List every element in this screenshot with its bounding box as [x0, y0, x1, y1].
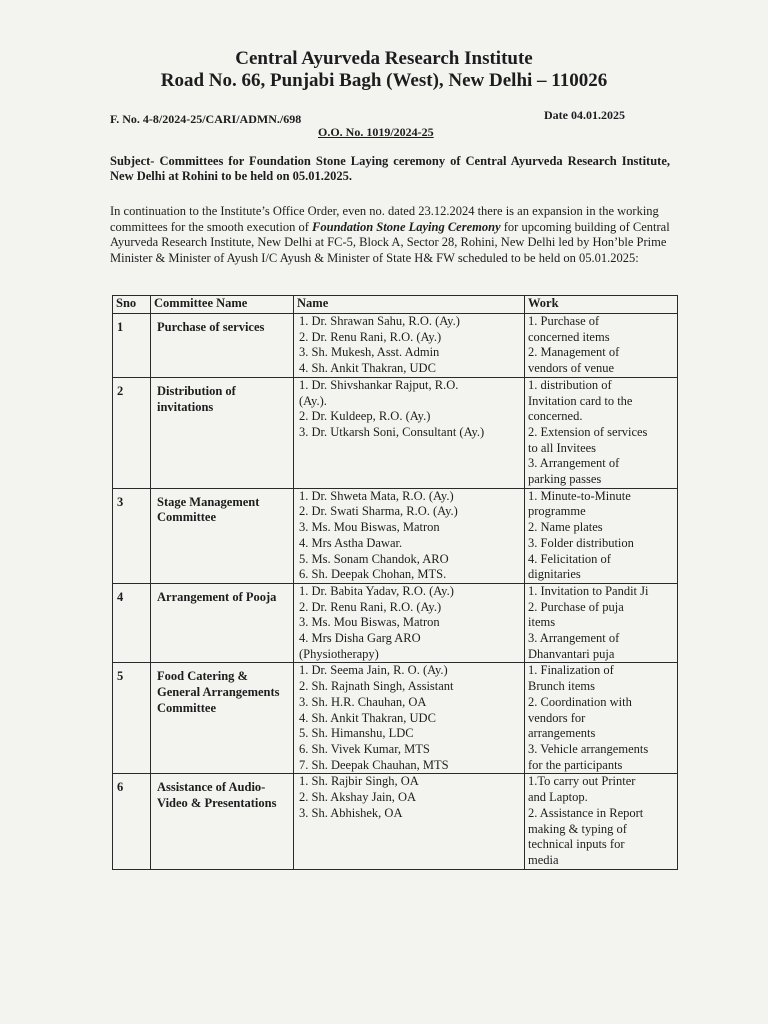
letterhead: [0, 48, 768, 92]
work-item: making & typing of: [528, 821, 627, 836]
member-name: 4. Mrs Astha Dawar.: [299, 535, 403, 550]
work-item: arrangements: [528, 726, 596, 741]
member-name: 1. Dr. Shweta Mata, R.O. (Ay.): [299, 488, 454, 503]
member-name: 3. Ms. Mou Biswas, Matron: [299, 520, 440, 535]
member-name: 3. Sh. Abhishek, OA: [299, 805, 403, 820]
member-name: 3. Dr. Utkarsh Soni, Consultant (Ay.): [299, 424, 485, 439]
table-row: [113, 314, 678, 378]
work-item: 4. Felicitation of: [528, 551, 611, 566]
work-item: concerned.: [528, 409, 583, 424]
work-item: vendors for: [528, 710, 586, 725]
work-item: vendors of venue: [528, 361, 615, 376]
row-work-cell: [525, 583, 678, 663]
row-work-cell: [525, 314, 678, 378]
table-body: [113, 314, 678, 870]
header-name: Name: [294, 296, 525, 314]
member-name: (Ay.).: [299, 393, 327, 408]
row-sno: 2: [117, 383, 124, 398]
work-item: 3. Arrangement of: [528, 456, 620, 471]
work-item: 1.To carry out Printer: [528, 774, 636, 789]
committee-name: Arrangement of Pooja: [157, 589, 277, 604]
file-number: F. No. 4-8/2024-25/CARI/ADMN./698: [110, 112, 302, 126]
row-sno-cell: [113, 488, 151, 583]
member-name: 6. Sh. Deepak Chohan, MTS.: [299, 567, 447, 582]
work-item: for the participants: [528, 757, 623, 772]
row-names-cell: [294, 314, 525, 378]
row-sno-cell: [113, 377, 151, 488]
work-item: 3. Folder distribution: [528, 535, 634, 550]
intro-text-2: for upcoming building of Central Ayurveda Research Institute, New Delhi at FC-5, Block A, Sector 28, Rohini, New Delhi led by Hon’ble Prime Minister & Minister of Ayush I/C Ayush & Minister of State H& FW scheduled to be held on 05.01.2025:: [110, 219, 670, 265]
row-work-cell: [525, 774, 678, 869]
member-name: 6. Sh. Vivek Kumar, MTS: [299, 741, 430, 756]
header-sno: Sno: [113, 296, 151, 314]
member-name: 5. Ms. Sonam Chandok, ARO: [299, 551, 449, 566]
row-sno-cell: [113, 314, 151, 378]
member-name: 2. Sh. Akshay Jain, OA: [299, 790, 417, 805]
row-sno: 1: [117, 320, 124, 334]
work-item: 2. Extension of services: [528, 424, 648, 439]
institute-name: Central Ayurveda Research Institute: [235, 48, 533, 69]
work-item: 3. Arrangement of: [528, 631, 620, 646]
work-item: Dhanvantari puja: [528, 646, 615, 661]
row-names-cell: [294, 774, 525, 869]
member-name: 3. Ms. Mou Biswas, Matron: [299, 615, 440, 630]
table-row: [113, 488, 678, 583]
work-item: items: [528, 615, 556, 630]
work-item: 1. distribution of: [528, 377, 612, 392]
intro-emphasis: Foundation Stone Laying Ceremony: [312, 219, 501, 234]
row-sno-cell: [113, 663, 151, 774]
row-work-cell: [525, 377, 678, 488]
office-order-number: O.O. No. 1019/2024-25: [318, 125, 434, 139]
row-committee-cell: [151, 774, 294, 869]
work-item: and Laptop.: [528, 790, 588, 805]
member-name: 3. Sh. Mukesh, Asst. Admin: [299, 345, 440, 360]
work-item: concerned items: [528, 329, 610, 344]
member-name: 2. Dr. Renu Rani, R.O. (Ay.): [299, 599, 442, 614]
member-name: (Physiotherapy): [299, 646, 379, 661]
table-row: [113, 663, 678, 774]
work-item: 1. Invitation to Pandit Ji: [528, 583, 649, 598]
work-item: 1. Purchase of: [528, 314, 600, 328]
work-item: 2. Management of: [528, 345, 620, 360]
committee-name: Food Catering & General Arrangements Committee: [157, 669, 280, 715]
row-committee-cell: [151, 488, 294, 583]
header-committee: Committee Name: [151, 296, 294, 314]
work-item: parking passes: [528, 472, 602, 487]
member-name: 4. Sh. Ankit Thakran, UDC: [299, 710, 436, 725]
row-committee-cell: [151, 377, 294, 488]
committee-name: Stage Management Committee: [157, 494, 260, 525]
work-item: Brunch items: [528, 679, 596, 694]
table-row: [113, 583, 678, 663]
work-item: programme: [528, 504, 586, 519]
subject-line: Subject- Committees for Foundation Stone Laying ceremony of Central Ayurveda Research Institute, New Delhi at Rohini to be held on 05.01.2025.: [110, 154, 670, 183]
member-name: 5. Sh. Himanshu, LDC: [299, 726, 414, 741]
committee-name: Distribution of invitations: [157, 383, 236, 414]
work-item: 3. Vehicle arrangements: [528, 741, 649, 756]
work-item: 1. Minute-to-Minute: [528, 488, 631, 503]
member-name: 2. Dr. Renu Rani, R.O. (Ay.): [299, 329, 442, 344]
table-row: [113, 377, 678, 488]
member-name: 4. Sh. Ankit Thakran, UDC: [299, 361, 436, 376]
work-item: 1. Finalization of: [528, 663, 614, 678]
row-work-cell: [525, 663, 678, 774]
member-name: 1. Dr. Seema Jain, R. O. (Ay.): [299, 663, 448, 678]
intro-paragraph: [110, 204, 670, 266]
row-sno: 4: [117, 589, 124, 604]
row-sno-cell: [113, 583, 151, 663]
work-item: 2. Coordination with: [528, 694, 632, 709]
work-item: 2. Name plates: [528, 520, 603, 535]
work-item: 2. Purchase of puja: [528, 599, 624, 614]
institute-address: Road No. 66, Punjabi Bagh (West), New Delhi – 110026: [160, 70, 608, 91]
row-names-cell: [294, 663, 525, 774]
member-name: 1. Dr. Shivshankar Rajput, R.O.: [299, 377, 459, 392]
row-committee-cell: [151, 663, 294, 774]
order-date: Date 04.01.2025: [544, 108, 625, 122]
member-name: 3. Sh. H.R. Chauhan, OA: [299, 694, 427, 709]
member-name: 7. Sh. Deepak Chauhan, MTS: [299, 757, 449, 772]
intro-text-1: In continuation to the Institute’s Office Order, even no. dated 23.12.2024 there is an expansion in the working committees for the smooth execution of: [110, 204, 659, 234]
member-name: 1. Dr. Shrawan Sahu, R.O. (Ay.): [299, 314, 460, 328]
table-row: [113, 774, 678, 869]
row-sno-cell: [113, 774, 151, 869]
row-sno: 5: [117, 669, 124, 684]
member-name: 4. Mrs Disha Garg ARO: [299, 631, 421, 646]
committee-name: Assistance of Audio-Video & Presentations: [157, 780, 277, 811]
member-name: 2. Dr. Swati Sharma, R.O. (Ay.): [299, 504, 458, 519]
work-item: technical inputs for: [528, 837, 625, 852]
committee-name: Purchase of services: [157, 320, 265, 334]
member-name: 2. Sh. Rajnath Singh, Assistant: [299, 679, 454, 694]
work-item: 2. Assistance in Report: [528, 805, 644, 820]
work-item: Invitation card to the: [528, 393, 633, 408]
row-names-cell: [294, 377, 525, 488]
row-committee-cell: [151, 314, 294, 378]
work-item: dignitaries: [528, 567, 581, 582]
header-work: Work: [525, 296, 678, 314]
member-name: 2. Dr. Kuldeep, R.O. (Ay.): [299, 409, 431, 424]
member-name: 1. Sh. Rajbir Singh, OA: [299, 774, 419, 789]
member-name: 1. Dr. Babita Yadav, R.O. (Ay.): [299, 583, 454, 598]
row-names-cell: [294, 488, 525, 583]
work-item: media: [528, 852, 559, 867]
row-sno: 3: [117, 494, 124, 509]
row-work-cell: [525, 488, 678, 583]
work-item: to all Invitees: [528, 440, 597, 455]
row-names-cell: [294, 583, 525, 663]
committee-table: [112, 295, 678, 870]
table-header-row: [113, 296, 678, 314]
row-sno: 6: [117, 780, 124, 795]
row-committee-cell: [151, 583, 294, 663]
